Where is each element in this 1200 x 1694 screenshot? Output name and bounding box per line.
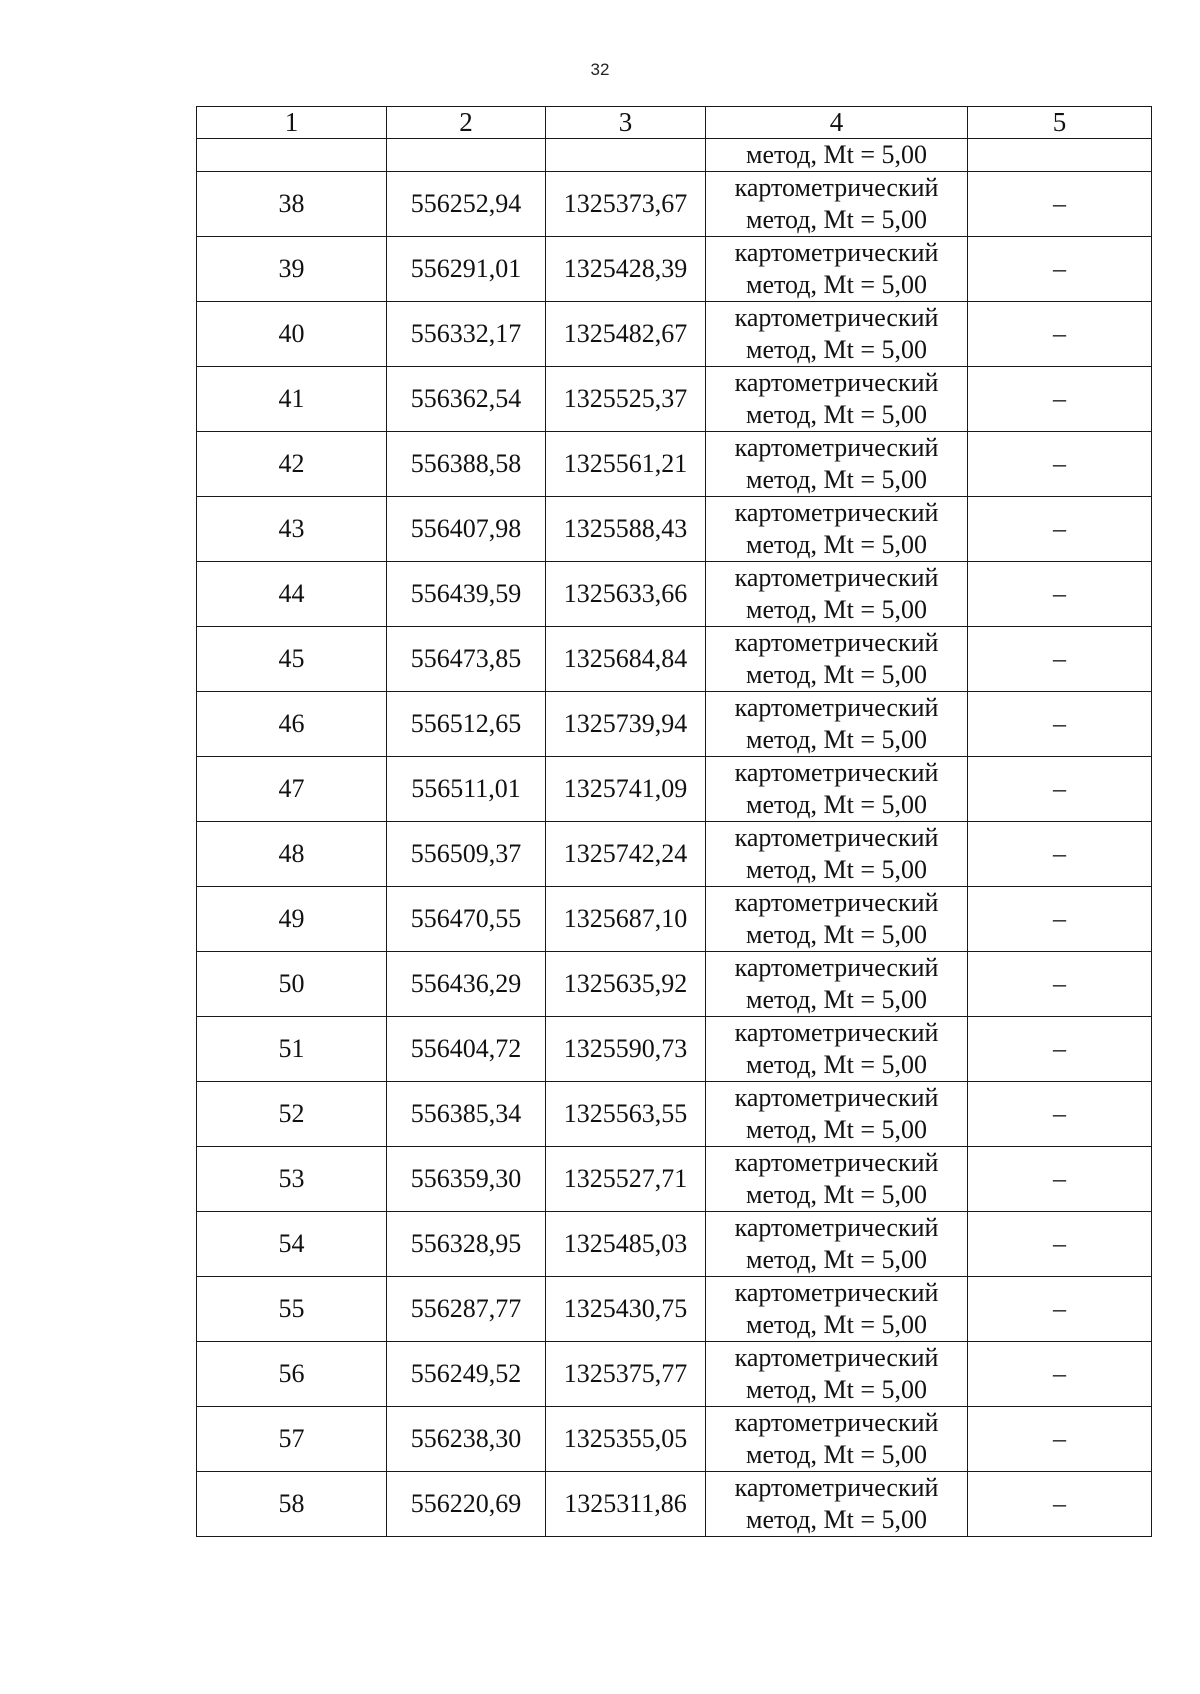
method-accuracy: метод, Mt = 5,00 (746, 1180, 927, 1209)
method-name: картометрический (734, 1473, 939, 1502)
method-name: картометрический (734, 1018, 939, 1047)
cell-y: 1325563,55 (546, 1082, 706, 1147)
cell-x: 556385,34 (387, 1082, 546, 1147)
cell-point-number: 48 (197, 822, 387, 887)
method-accuracy: метод, Mt = 5,00 (746, 530, 927, 559)
table-row (197, 432, 1152, 497)
cell-column-5: – (968, 1147, 1152, 1212)
cell-column-5: – (968, 1017, 1152, 1082)
cell-method (706, 172, 968, 237)
method-name: картометрический (734, 693, 939, 722)
column-header-3: 3 (546, 107, 706, 139)
cell-column-5: – (968, 1212, 1152, 1277)
method-name: картометрический (734, 238, 939, 267)
table-row (197, 302, 1152, 367)
table-row (197, 1277, 1152, 1342)
method-name: картометрический (734, 758, 939, 787)
page-number: 32 (590, 60, 610, 79)
method-name: картометрический (734, 1408, 939, 1437)
cell-x: 556238,30 (387, 1407, 546, 1472)
header-row (197, 107, 1152, 139)
cell-method (706, 562, 968, 627)
method-name: картометрический (734, 953, 939, 982)
cell-method (706, 237, 968, 302)
cell-point-number: 43 (197, 497, 387, 562)
method-name: картометрический (734, 888, 939, 917)
cell-column-5 (968, 139, 1152, 172)
method-name: картометрический (734, 628, 939, 657)
cell-x: 556332,17 (387, 302, 546, 367)
cell-point-number: 42 (197, 432, 387, 497)
cell-y: 1325561,21 (546, 432, 706, 497)
cell-column-5: – (968, 367, 1152, 432)
table-row (197, 1082, 1152, 1147)
cell-point-number: 47 (197, 757, 387, 822)
method-accuracy: метод, Mt = 5,00 (746, 855, 927, 884)
cell-column-5: – (968, 1277, 1152, 1342)
continuation-row (197, 139, 1152, 172)
column-header-5: 5 (968, 107, 1152, 139)
cell-y: 1325742,24 (546, 822, 706, 887)
cell-method (706, 1342, 968, 1407)
cell-x: 556252,94 (387, 172, 546, 237)
cell-y: 1325684,84 (546, 627, 706, 692)
cell-y: 1325355,05 (546, 1407, 706, 1472)
table-row (197, 1147, 1152, 1212)
cell-x: 556359,30 (387, 1147, 546, 1212)
cell-point-number: 46 (197, 692, 387, 757)
cell-column-5: – (968, 432, 1152, 497)
table-row (197, 1407, 1152, 1472)
table-body (197, 139, 1152, 1537)
cell-point-number: 57 (197, 1407, 387, 1472)
method-accuracy: метод, Mt = 5,00 (746, 1310, 927, 1339)
cell-y: 1325430,75 (546, 1277, 706, 1342)
method-name: картометрический (734, 1213, 939, 1242)
cell-point-number: 56 (197, 1342, 387, 1407)
method-accuracy: метод, Mt = 5,00 (746, 400, 927, 429)
cell-point-number: 58 (197, 1472, 387, 1537)
cell-point-number: 45 (197, 627, 387, 692)
cell-method (706, 1407, 968, 1472)
cell-x: 556220,69 (387, 1472, 546, 1537)
method-accuracy: метод, Mt = 5,00 (746, 1440, 927, 1469)
method-accuracy: метод, Mt = 5,00 (746, 790, 927, 819)
cell-point-number (197, 139, 387, 172)
column-header-2: 2 (387, 107, 546, 139)
cell-point-number: 39 (197, 237, 387, 302)
cell-method (706, 822, 968, 887)
cell-column-5: – (968, 1082, 1152, 1147)
table-row (197, 952, 1152, 1017)
method-name: картометрический (734, 823, 939, 852)
table-row (197, 1212, 1152, 1277)
cell-method (706, 1147, 968, 1212)
cell-point-number: 49 (197, 887, 387, 952)
cell-method (706, 1212, 968, 1277)
table-row (197, 237, 1152, 302)
cell-x: 556511,01 (387, 757, 546, 822)
method-accuracy: метод, Mt = 5,00 (746, 985, 927, 1014)
cell-method (706, 887, 968, 952)
cell-y: 1325527,71 (546, 1147, 706, 1212)
method-accuracy: метод, Mt = 5,00 (746, 660, 927, 689)
table-row (197, 627, 1152, 692)
cell-method (706, 692, 968, 757)
method-name: картометрический (734, 1278, 939, 1307)
method-accuracy: метод, Mt = 5,00 (746, 595, 927, 624)
cell-x (387, 139, 546, 172)
cell-point-number: 53 (197, 1147, 387, 1212)
method-name: картометрический (734, 1083, 939, 1112)
cell-column-5: – (968, 757, 1152, 822)
cell-column-5: – (968, 887, 1152, 952)
cell-x: 556439,59 (387, 562, 546, 627)
cell-column-5: – (968, 1342, 1152, 1407)
column-header-1: 1 (197, 107, 387, 139)
cell-point-number: 40 (197, 302, 387, 367)
cell-column-5: – (968, 1407, 1152, 1472)
cell-x: 556388,58 (387, 432, 546, 497)
method-accuracy: метод, Mt = 5,00 (746, 1050, 927, 1079)
cell-column-5: – (968, 172, 1152, 237)
coordinates-table (196, 106, 1152, 1537)
method-name: картометрический (734, 368, 939, 397)
cell-method (706, 367, 968, 432)
cell-method (706, 757, 968, 822)
cell-y: 1325525,37 (546, 367, 706, 432)
method-name: картометрический (734, 173, 939, 202)
table-row (197, 1342, 1152, 1407)
cell-method (706, 627, 968, 692)
cell-method (706, 952, 968, 1017)
cell-x: 556362,54 (387, 367, 546, 432)
method-name: картометрический (734, 498, 939, 527)
cell-method (706, 1277, 968, 1342)
cell-column-5: – (968, 627, 1152, 692)
cell-column-5: – (968, 822, 1152, 887)
cell-point-number: 55 (197, 1277, 387, 1342)
cell-point-number: 50 (197, 952, 387, 1017)
cell-x: 556407,98 (387, 497, 546, 562)
cell-column-5: – (968, 952, 1152, 1017)
cell-column-5: – (968, 562, 1152, 627)
method-accuracy: метод, Mt = 5,00 (746, 205, 927, 234)
cell-point-number: 38 (197, 172, 387, 237)
method-name: картометрический (734, 1343, 939, 1372)
table-row (197, 1017, 1152, 1082)
cell-point-number: 44 (197, 562, 387, 627)
cell-point-number: 51 (197, 1017, 387, 1082)
table-row (197, 692, 1152, 757)
method-name: картометрический (734, 433, 939, 462)
cell-y: 1325375,77 (546, 1342, 706, 1407)
method-name: картометрический (734, 303, 939, 332)
cell-point-number: 41 (197, 367, 387, 432)
cell-method (706, 1082, 968, 1147)
cell-method (706, 302, 968, 367)
cell-method (706, 1472, 968, 1537)
method-accuracy: метод, Mt = 5,00 (746, 1505, 927, 1534)
method-name: картометрический (734, 1148, 939, 1177)
table-row (197, 1472, 1152, 1537)
cell-x: 556291,01 (387, 237, 546, 302)
cell-method (706, 432, 968, 497)
cell-y: 1325428,39 (546, 237, 706, 302)
cell-y: 1325373,67 (546, 172, 706, 237)
cell-y (546, 139, 706, 172)
method-accuracy: метод, Mt = 5,00 (746, 1375, 927, 1404)
table-row (197, 822, 1152, 887)
cell-method (706, 1017, 968, 1082)
cell-method: метод, Mt = 5,00 (706, 139, 968, 172)
cell-x: 556328,95 (387, 1212, 546, 1277)
cell-x: 556404,72 (387, 1017, 546, 1082)
method-accuracy: метод, Mt = 5,00 (746, 725, 927, 754)
cell-x: 556287,77 (387, 1277, 546, 1342)
cell-y: 1325590,73 (546, 1017, 706, 1082)
method-name: картометрический (734, 563, 939, 592)
cell-y: 1325739,94 (546, 692, 706, 757)
cell-column-5: – (968, 497, 1152, 562)
table-row (197, 367, 1152, 432)
cell-y: 1325633,66 (546, 562, 706, 627)
table-row (197, 887, 1152, 952)
cell-column-5: – (968, 237, 1152, 302)
method-accuracy: метод, Mt = 5,00 (746, 1115, 927, 1144)
cell-column-5: – (968, 302, 1152, 367)
cell-x: 556436,29 (387, 952, 546, 1017)
method-accuracy: метод, Mt = 5,00 (746, 335, 927, 364)
column-header-4: 4 (706, 107, 968, 139)
cell-point-number: 54 (197, 1212, 387, 1277)
method-accuracy: метод, Mt = 5,00 (746, 465, 927, 494)
cell-x: 556473,85 (387, 627, 546, 692)
table-row (197, 497, 1152, 562)
cell-x: 556470,55 (387, 887, 546, 952)
method-accuracy: метод, Mt = 5,00 (746, 1245, 927, 1274)
cell-y: 1325311,86 (546, 1472, 706, 1537)
cell-y: 1325635,92 (546, 952, 706, 1017)
cell-y: 1325741,09 (546, 757, 706, 822)
cell-y: 1325485,03 (546, 1212, 706, 1277)
cell-y: 1325482,67 (546, 302, 706, 367)
cell-column-5: – (968, 1472, 1152, 1537)
cell-x: 556249,52 (387, 1342, 546, 1407)
cell-method (706, 497, 968, 562)
cell-y: 1325588,43 (546, 497, 706, 562)
method-accuracy: метод, Mt = 5,00 (746, 920, 927, 949)
table-row (197, 757, 1152, 822)
table-row (197, 172, 1152, 237)
cell-y: 1325687,10 (546, 887, 706, 952)
table-row (197, 562, 1152, 627)
method-accuracy: метод, Mt = 5,00 (746, 270, 927, 299)
cell-x: 556512,65 (387, 692, 546, 757)
cell-column-5: – (968, 692, 1152, 757)
cell-point-number: 52 (197, 1082, 387, 1147)
cell-x: 556509,37 (387, 822, 546, 887)
